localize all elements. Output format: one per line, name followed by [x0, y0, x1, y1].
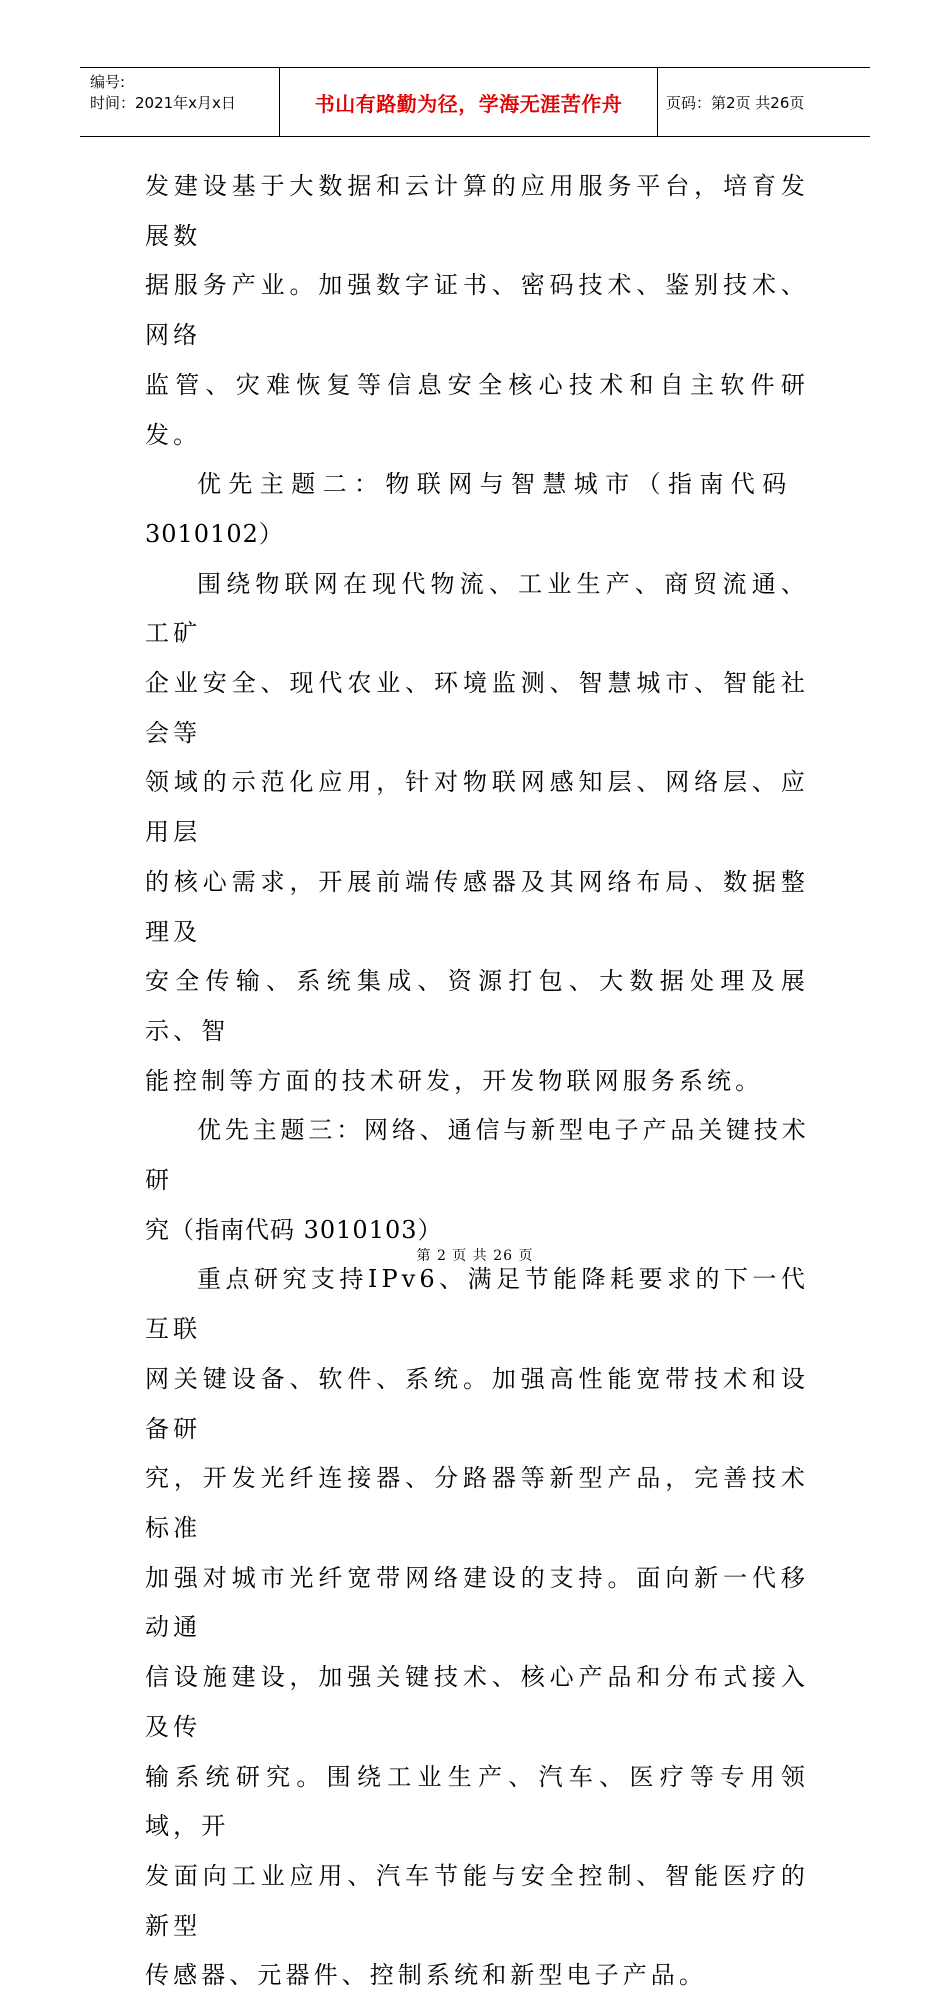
paragraph-2 [145, 560, 809, 1107]
text-line: 安全传输、系统集成、资源打包、大数据处理及展示、智 [145, 967, 809, 1045]
text-line: 据服务产业。加强数字证书、密码技术、鉴别技术、网络 [145, 271, 809, 350]
page-header [80, 67, 870, 137]
text-line: 输系统研究。围绕工业生产、汽车、医疗等专用领域，开 [145, 1762, 809, 1841]
paragraph-1 [145, 162, 809, 460]
text-line: 发面向工业应用、汽车节能与安全控制、智能医疗的新型 [145, 1861, 809, 1940]
time-label: 时间：2021年x月x日 [90, 94, 236, 112]
document-body [145, 162, 809, 2001]
header-motto: 书山有路勤为径，学海无涯苦作舟 [280, 68, 658, 136]
text-line: 加强对城市光纤宽带网络建设的支持。面向新一代移动通 [145, 1563, 809, 1642]
text-line: 监管、灾难恢复等信息安全核心技术和自主软件研发。 [145, 370, 809, 449]
number-label: 编号: [90, 73, 126, 91]
header-meta [80, 68, 280, 136]
page-footer: 第 2 页 共 26 页 [416, 1248, 534, 1264]
text-line: 网关键设备、软件、系统。加强高性能宽带技术和设备研 [145, 1364, 809, 1443]
text-line: 能控制等方面的技术研发，开发物联网服务系统。 [145, 1066, 764, 1095]
topic-3-heading [145, 1106, 809, 1255]
text-line: 优先主题二：物联网与智慧城市（指南代码 [197, 470, 794, 499]
header-page-info: 页码：第2页 共26页 [666, 93, 805, 112]
topic-2-heading [145, 460, 809, 559]
text-line: 的核心需求，开展前端传感器及其网络布局、数据整理及 [145, 867, 809, 946]
text-line: 3010102） [145, 519, 284, 548]
text-line: 信设施建设，加强关键技术、核心产品和分布式接入及传 [145, 1663, 809, 1741]
text-line: 领域的示范化应用，针对物联网感知层、网络层、应用层 [145, 768, 809, 847]
paragraph-3 [145, 1255, 809, 2001]
text-line: 发建设基于大数据和云计算的应用服务平台，培育发展数 [145, 172, 809, 250]
text-line: 围绕物联网在现代物流、工业生产、商贸流通、工矿 [145, 569, 809, 648]
text-line: 究（指南代码 3010103） [145, 1215, 443, 1244]
text-line: 企业安全、现代农业、环境监测、智慧城市、智能社会等 [145, 669, 809, 747]
text-line: 传感器、元器件、控制系统和新型电子产品。 [145, 1961, 707, 1990]
text-line: 究，开发光纤连接器、分路器等新型产品，完善技术标准 [145, 1464, 809, 1542]
text-line: 重点研究支持IPv6、满足节能降耗要求的下一代互联 [145, 1265, 809, 1344]
text-line: 优先主题三：网络、通信与新型电子产品关键技术研 [145, 1116, 809, 1195]
